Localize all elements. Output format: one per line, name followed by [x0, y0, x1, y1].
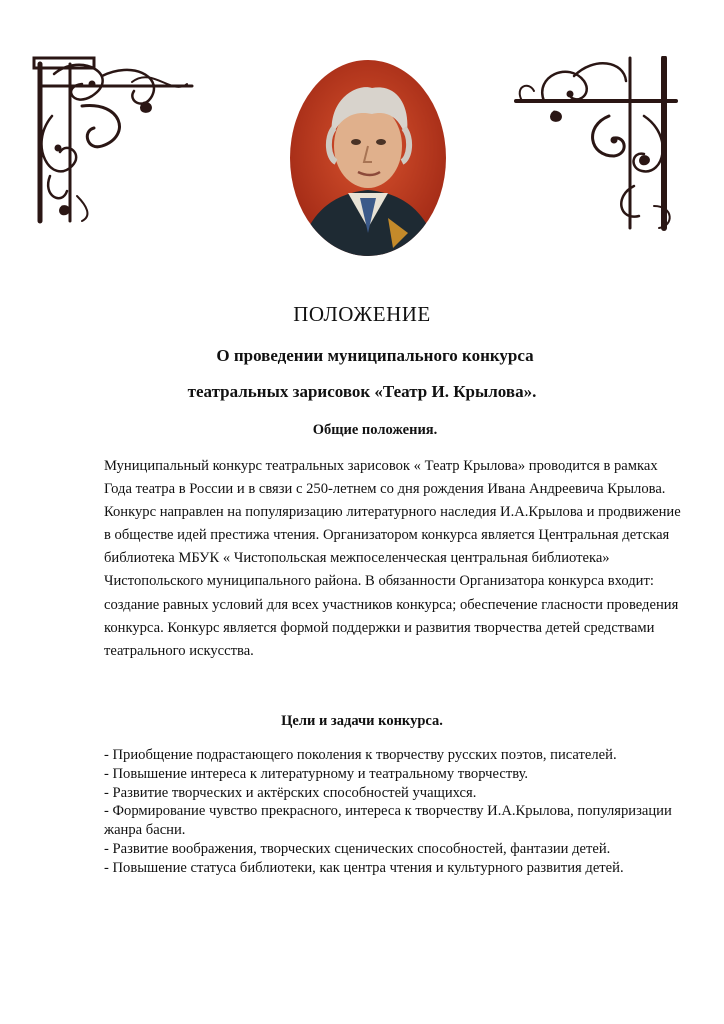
goal-item: - Повышение статуса библиотеки, как центра чтения и культурного развития детей.: [104, 859, 624, 876]
ornament-left-icon: [32, 56, 194, 226]
goal-item: - Приобщение подрастающего поколения к творчеству русских поэтов, писателей.: [104, 747, 617, 763]
goal-item: - Развитие воображения, творческих сценических способностей, фантазии детей.: [104, 840, 611, 857]
krylov-portrait-icon: [288, 58, 448, 258]
section-general-text: Муниципальный конкурс театральных зарисовок « Театр Крылова» проводится в рамках Года театра в России и в связи с 250-летнем со дня рождения Ивана Андреевича Крылова. Конкурс направлен на популяризацию литературного наследия И.А.Крылова и продвижение в обществе идей престижа чтения. Организатором конкурса является Центральная детская библиотека МБУК « Чистопольская межпоселенческая центральная библиотека» Чистопольского муниципального района. В обязанности Организатора конкурса входит: создание равных условий для всех участников конкурса; обеспечение гласности проведения конкурса. Конкурс является формой поддержки и развития творчества детей средствами театрального искусства.: [104, 458, 681, 659]
goal-item: - Формирование чувство прекрасного, интереса к творчеству И.А.Крылова, популяризации жанра басни.: [104, 803, 672, 839]
goals-list: [104, 746, 684, 878]
subtitle-line-2: театральных зарисовок «Театр И. Крылова».: [187, 382, 537, 401]
goal-item: - Повышение интереса к литературному и театральному творчеству.: [104, 765, 529, 782]
ornament-right-icon: [514, 56, 678, 231]
section-goals-heading: Цели и задачи конкурса.: [281, 713, 443, 729]
section-general-heading: Общие положения.: [312, 422, 438, 438]
goal-item: - Развитие творческих и актёрских способностей учащихся.: [104, 784, 477, 801]
document-title: ПОЛОЖЕНИЕ: [293, 302, 431, 326]
subtitle-line-1: О проведении муниципального конкурса: [216, 346, 534, 365]
